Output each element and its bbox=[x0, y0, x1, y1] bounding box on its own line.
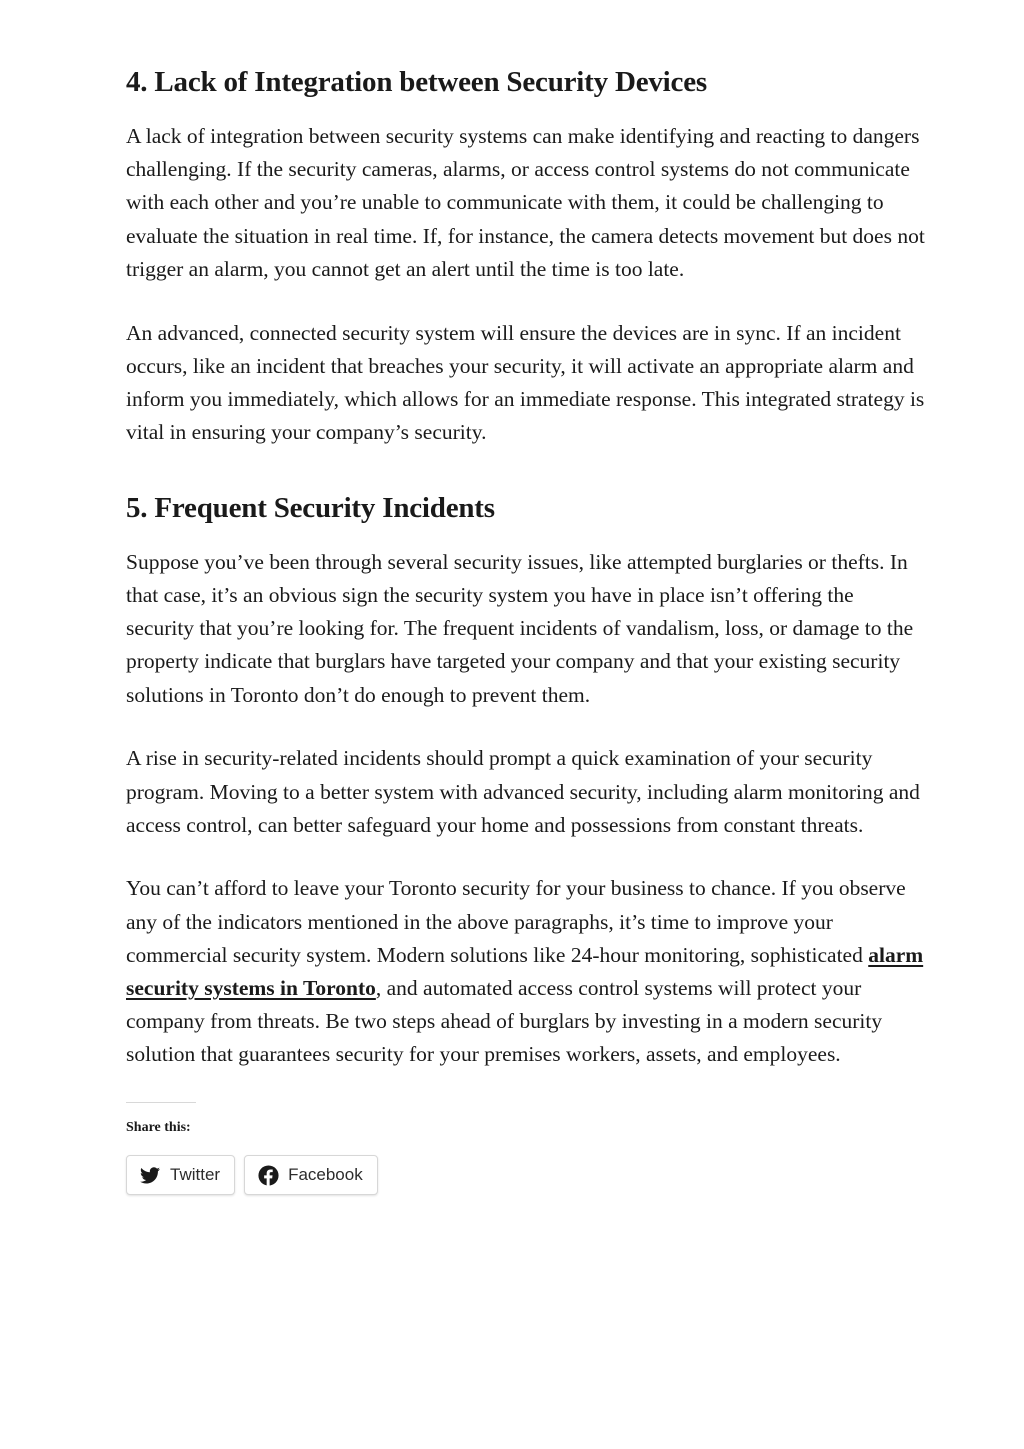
alarm-systems-link[interactable]: alarm security systems in Toronto bbox=[126, 942, 924, 1001]
section-heading-incidents: 5. Frequent Security Incidents bbox=[126, 491, 495, 524]
paragraph: A lack of integration between security systems can make identifying and reacting to dangers challenging. If the security cameras, alarms, or access control systems do not communicate with each other and you’re unable to communicate with them, it could be challenging to evaluate the situation in real time. If, for instance, the camera detects movement but does not trigger an alarm, you cannot get an alert until the time is too late. bbox=[126, 124, 925, 281]
paragraph: Suppose you’ve been through several security issues, like attempted burglaries or thefts. In that case, it’s an obvious sign the security system you have in place isn’t offering the security that you’re looking for. The frequent incidents of vandalism, loss, or damage to the property indicate that burglars have targeted your company and that your existing security solutions in Toronto don’t do enough to prevent them. bbox=[126, 549, 914, 707]
share-label: Share this: bbox=[126, 1120, 191, 1136]
closing-text-after: , and automated access control systems will protect your company from threats. Be two steps ahead of burglars by investing in a modern security solution that guarantees security for your premises workers, assets, and employees. bbox=[126, 976, 883, 1067]
paragraph: A rise in security-related incidents should prompt a quick examination of your security program. Moving to a better system with advanced security, including alarm monitoring and access control, can better safeguard your home and possessions from constant threats. bbox=[126, 746, 920, 837]
share-twitter-button[interactable] bbox=[126, 1155, 235, 1195]
share-divider bbox=[126, 1102, 196, 1103]
share-twitter-label: Twitter bbox=[170, 1165, 221, 1185]
share-facebook-label: Facebook bbox=[288, 1165, 363, 1185]
paragraph: An advanced, connected security system will ensure the devices are in sync. If an incident occurs, like an incident that breaches your security, it will activate an appropriate alarm and inform you immediately, which allows for an immediate response. This integrated strategy is vital in ensuring your company’s security. bbox=[126, 320, 925, 445]
closing-text-before: You can’t afford to leave your Toronto security for your business to chance. If you observe any of the indicators mentioned in the above paragraphs, it’s time to improve your commercial security system. Modern solutions like 24-hour monitoring, sophisticated bbox=[126, 876, 906, 967]
paragraph-closing bbox=[126, 872, 926, 1071]
share-buttons bbox=[126, 1155, 926, 1195]
section-heading-integration: 4. Lack of Integration between Security Devices bbox=[126, 66, 707, 98]
facebook-icon bbox=[257, 1164, 279, 1186]
share-facebook-button[interactable] bbox=[244, 1155, 378, 1195]
article-body bbox=[126, 54, 926, 1195]
twitter-icon bbox=[139, 1164, 161, 1186]
